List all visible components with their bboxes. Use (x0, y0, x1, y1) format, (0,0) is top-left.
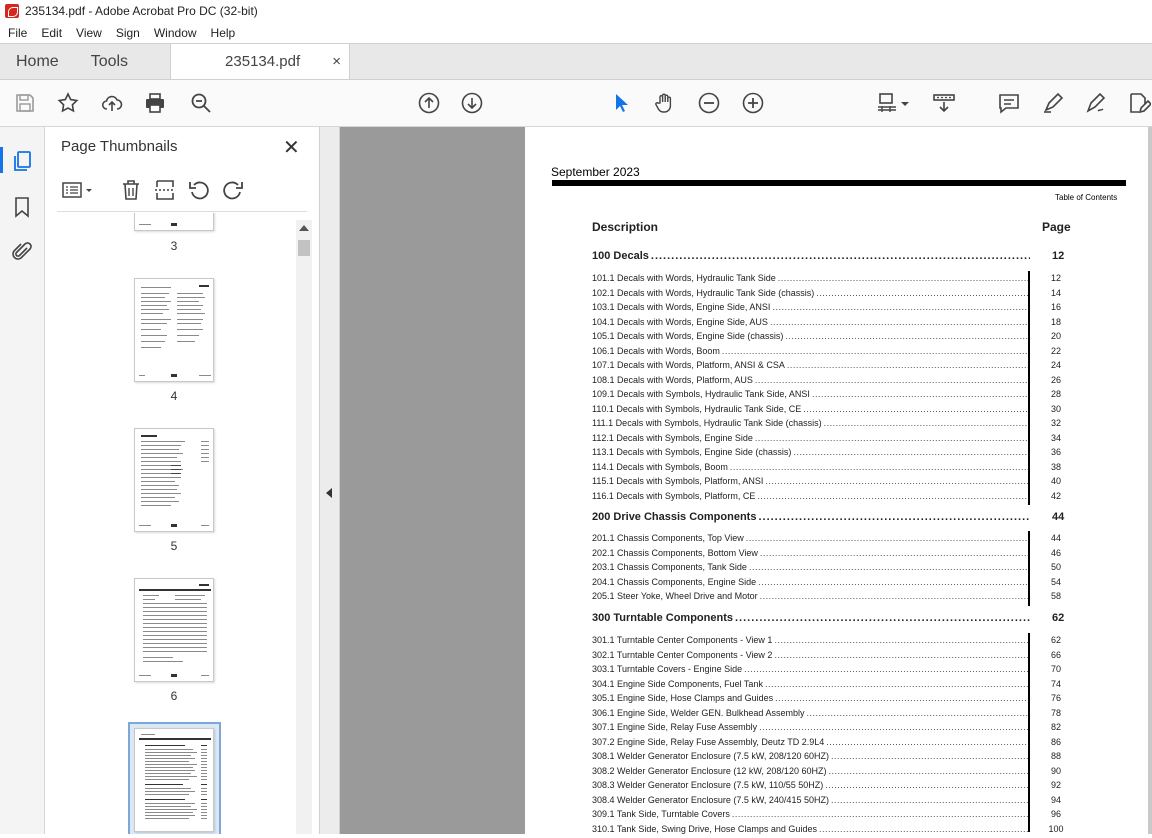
dot-leader (812, 389, 1028, 399)
thumbnail-label: 5 (170, 539, 178, 553)
thumbnail-scrollbar[interactable] (296, 220, 312, 834)
toc-section-page: 12 (1052, 250, 1065, 262)
select-arrow-icon[interactable] (608, 90, 634, 116)
menu-bar (0, 22, 1152, 43)
title-bar (0, 0, 1152, 22)
toc-item[interactable] (592, 317, 1028, 331)
toc-item-label: 202.1 Chassis Components, Bottom View (592, 547, 758, 558)
toc-item[interactable] (592, 533, 1028, 547)
toc-item-page: 74 (1050, 678, 1061, 689)
bookmark-icon[interactable] (10, 195, 34, 219)
toc-item[interactable] (592, 491, 1028, 505)
dot-leader (825, 780, 1028, 790)
attachment-icon[interactable] (10, 240, 34, 264)
toc-item[interactable] (592, 404, 1028, 418)
edit-pdf-icon[interactable] (1126, 90, 1152, 116)
toc-item-label: 113.1 Decals with Symbols, Engine Side (chassis) (592, 447, 792, 457)
toc-section[interactable] (592, 511, 1032, 523)
thumbnail-tools (57, 172, 307, 212)
dot-leader (828, 766, 1028, 776)
toc-item-page: 46 (1050, 547, 1061, 558)
thumbnail-page[interactable] (134, 578, 214, 682)
toc-item[interactable] (592, 418, 1028, 432)
page-up-icon[interactable] (416, 90, 442, 116)
dot-leader (793, 447, 1028, 457)
dot-leader (765, 679, 1028, 689)
dot-leader (785, 331, 1028, 341)
toc-item-page: 100 (1048, 823, 1064, 834)
menu-window[interactable]: Window (153, 25, 197, 40)
toc-item[interactable] (592, 679, 1028, 693)
dot-leader (824, 418, 1028, 428)
toc-section[interactable] (592, 250, 1032, 262)
dot-leader (744, 664, 1028, 674)
toc-item[interactable] (592, 708, 1028, 722)
toc-item-label: 302.1 Turntable Center Components - View 2 (592, 649, 773, 660)
dot-leader (778, 273, 1028, 283)
toc-item-page: 66 (1050, 649, 1061, 660)
left-rail (0, 127, 45, 834)
toc-item[interactable] (592, 331, 1028, 345)
toc-item-page: 22 (1050, 345, 1061, 356)
toc-item[interactable] (592, 562, 1028, 576)
toc-section-page: 44 (1052, 511, 1065, 523)
thumbnail-page[interactable] (134, 428, 214, 532)
scroll-mode-icon[interactable] (931, 90, 957, 116)
thumbnail-label: 6 (170, 689, 178, 703)
menu-help[interactable]: Help (210, 25, 236, 40)
toc-item-label: 308.3 Welder Generator Enclosure (7.5 kW, 110/55 50HZ) (592, 780, 824, 790)
toc-item-page: 38 (1050, 461, 1061, 472)
section-bracket (1028, 633, 1030, 832)
dot-leader (806, 708, 1028, 718)
thumbnail-page-selected[interactable] (134, 728, 214, 832)
toc-item[interactable] (592, 591, 1028, 605)
tab-document[interactable] (170, 44, 350, 79)
thumbnail-label: 4 (170, 389, 178, 403)
toc-item[interactable] (592, 302, 1028, 316)
toc-item-page: 34 (1050, 432, 1061, 443)
toc-item-label: 108.1 Decals with Words, Platform, AUS (592, 374, 753, 385)
toc-item-label: 110.1 Decals with Symbols, Hydraulic Tank Side, CE (592, 403, 802, 414)
dot-leader (775, 693, 1028, 703)
zoom-in-icon[interactable] (740, 90, 766, 116)
toc-item-page: 36 (1050, 447, 1061, 457)
toc-item-label: 307.2 Engine Side, Relay Fuse Assembly, Deutz TD 2.9L4 (592, 736, 825, 747)
toc-section[interactable] (592, 612, 1032, 624)
tab-tools[interactable]: Tools (90, 52, 129, 70)
toc-item-page: 12 (1050, 273, 1061, 283)
close-tab-icon[interactable]: × (332, 53, 342, 70)
options-icon[interactable] (61, 178, 95, 202)
dot-leader (735, 612, 1030, 624)
print-icon[interactable] (142, 90, 168, 116)
toc-item-label: 304.1 Engine Side Components, Fuel Tank (592, 678, 763, 689)
tab-home[interactable]: Home (16, 52, 59, 70)
toc-item[interactable] (592, 462, 1028, 476)
rotate-left-icon[interactable] (187, 178, 211, 202)
dot-leader (772, 302, 1028, 312)
dot-leader (826, 737, 1028, 747)
toc-item-page: 94 (1050, 794, 1061, 805)
toc-item-page: 42 (1050, 490, 1061, 501)
toc-item-label: 309.1 Tank Side, Turntable Covers (592, 809, 730, 819)
toc-section-title: 200 Drive Chassis Components (592, 511, 757, 523)
toc-item[interactable] (592, 809, 1028, 823)
toc-item-page: 18 (1050, 316, 1061, 327)
thumbnail-panel (45, 127, 320, 834)
toc-item-label: 203.1 Chassis Components, Tank Side (592, 562, 747, 572)
toc-item[interactable] (592, 375, 1028, 389)
toc-section-title: 100 Decals (592, 250, 649, 262)
toc-item-label: 306.1 Engine Side, Welder GEN. Bulkhead Assembly (592, 707, 805, 718)
toc-item[interactable] (592, 288, 1028, 302)
toc-item-label: 105.1 Decals with Words, Engine Side (chassis) (592, 331, 784, 341)
toc-item-label: 301.1 Turntable Center Components - View 1 (592, 635, 773, 645)
collapse-panel-icon[interactable] (326, 488, 332, 498)
toc-item-label: 205.1 Steer Yoke, Wheel Drive and Motor (592, 591, 758, 601)
toc-item-page: 54 (1050, 576, 1061, 587)
toc-item-page: 26 (1050, 374, 1061, 385)
sign-icon[interactable] (1083, 90, 1109, 116)
thumbnail-page[interactable] (134, 213, 214, 231)
toc-item-page: 28 (1050, 389, 1061, 399)
thumbnail-label: 3 (170, 239, 178, 253)
toc-item-page: 86 (1050, 736, 1061, 747)
document-viewer-background (320, 127, 525, 834)
thumbnail-list (45, 213, 301, 834)
dot-leader (760, 548, 1028, 558)
dot-leader (755, 433, 1028, 443)
toc-label: Table of Contents (1055, 193, 1118, 202)
comment-icon[interactable] (996, 90, 1022, 116)
dot-leader (651, 250, 1030, 262)
toc-item-label: 308.1 Welder Generator Enclosure (7.5 kW, 208/120 60HZ) (592, 751, 829, 761)
search-zoom-icon[interactable] (188, 90, 214, 116)
toc-item[interactable] (592, 360, 1028, 374)
menu-sign[interactable]: Sign (115, 25, 140, 40)
toc-item-page: 58 (1050, 591, 1061, 601)
toc-item-page: 96 (1050, 809, 1061, 819)
toc-item-page: 32 (1050, 418, 1061, 428)
dot-leader (770, 317, 1028, 327)
dot-leader (760, 591, 1028, 601)
toc-item-label: 104.1 Decals with Words, Engine Side, AUS (592, 316, 768, 327)
toc-item[interactable] (592, 795, 1028, 809)
dot-leader (757, 491, 1028, 501)
toc-item-label: 303.1 Turntable Covers - Engine Side (592, 664, 743, 674)
toc-item-label: 111.1 Decals with Symbols, Hydraulic Tank Side (chassis) (592, 418, 822, 428)
page-thumbnails-icon[interactable] (10, 149, 34, 173)
thumbnail-page[interactable] (134, 278, 214, 382)
toc-item-page: 50 (1050, 562, 1061, 572)
toc-item-page: 16 (1050, 302, 1061, 312)
dot-leader (774, 650, 1028, 660)
dot-leader (722, 346, 1028, 356)
star-icon[interactable] (55, 90, 81, 116)
toc-item-page: 88 (1050, 751, 1061, 761)
toc-section-title: 300 Turntable Components (592, 612, 733, 624)
toc-item-label: 103.1 Decals with Words, Engine Side, ANSI (592, 302, 771, 312)
section-bracket (1028, 271, 1030, 505)
toc-item-label: 109.1 Decals with Symbols, Hydraulic Tank Side, ANSI (592, 389, 810, 399)
dot-leader (831, 751, 1028, 761)
dot-leader (749, 562, 1028, 572)
dot-leader (732, 809, 1028, 819)
extract-icon[interactable] (153, 178, 177, 202)
toc-item-page: 78 (1050, 707, 1061, 718)
toc-item[interactable] (592, 664, 1028, 678)
toc-item[interactable] (592, 824, 1028, 838)
rotate-right-icon[interactable] (221, 178, 245, 202)
dot-leader (787, 360, 1028, 370)
toc-item-label: 307.1 Engine Side, Relay Fuse Assembly (592, 722, 758, 732)
save-icon[interactable] (12, 90, 38, 116)
pdf-page (525, 127, 1150, 834)
panel-title: Page Thumbnails (61, 138, 178, 155)
menu-view[interactable]: View (76, 25, 102, 40)
dot-leader (746, 533, 1028, 543)
panel-collapse-strip[interactable] (320, 127, 340, 834)
toc-item[interactable] (592, 635, 1028, 649)
toc-item-label: 114.1 Decals with Symbols, Boom (592, 461, 728, 472)
toc-item-page: 14 (1050, 287, 1061, 298)
hand-icon[interactable] (652, 90, 678, 116)
toc-item-page: 76 (1050, 693, 1061, 703)
toolbar (0, 80, 1152, 127)
delete-icon[interactable] (119, 178, 143, 202)
doc-date: September 2023 (551, 165, 640, 179)
toc-item-page: 70 (1050, 664, 1061, 674)
fit-dropdown-icon[interactable] (899, 90, 911, 116)
zoom-out-icon[interactable] (696, 90, 722, 116)
header-rule (552, 180, 1126, 186)
dot-leader (819, 824, 1028, 834)
scroll-up-icon[interactable] (299, 225, 309, 231)
toc-item-page: 30 (1050, 403, 1061, 414)
toc-item[interactable] (592, 577, 1028, 591)
section-bracket (1028, 531, 1030, 606)
toc-item[interactable] (592, 650, 1028, 664)
close-icon[interactable]: ✕ (283, 137, 300, 159)
dot-leader (758, 577, 1028, 587)
toc-item-label: 310.1 Tank Side, Swing Drive, Hose Clamps and Guides (592, 823, 817, 834)
toc-item[interactable] (592, 751, 1028, 765)
toc-item-label: 106.1 Decals with Words, Boom (592, 345, 720, 356)
toc-item-page: 24 (1050, 360, 1061, 370)
dot-leader (816, 288, 1028, 298)
toc-item[interactable] (592, 693, 1028, 707)
document-scrollbar[interactable] (1148, 127, 1152, 834)
upload-icon[interactable] (99, 90, 125, 116)
tab-bar (0, 43, 1152, 80)
dot-leader (759, 722, 1028, 732)
window-title: 235134.pdf - Adobe Acrobat Pro DC (32-bit) (25, 4, 258, 18)
toc-item-label: 204.1 Chassis Components, Engine Side (592, 576, 757, 587)
menu-file[interactable]: File (8, 25, 28, 40)
toc-item-page: 82 (1050, 722, 1061, 732)
toc-item-label: 112.1 Decals with Symbols, Engine Side (592, 432, 753, 443)
toc-item[interactable] (592, 389, 1028, 403)
fit-page-icon[interactable] (874, 90, 900, 116)
toc-item[interactable] (592, 766, 1028, 780)
toc-item[interactable] (592, 476, 1028, 490)
toc-item-label: 305.1 Engine Side, Hose Clamps and Guides (592, 693, 774, 703)
dot-leader (803, 404, 1028, 414)
toc-item[interactable] (592, 273, 1028, 287)
toc-item-page: 92 (1050, 780, 1061, 790)
toc-item-label: 102.1 Decals with Words, Hydraulic Tank Side (chassis) (592, 287, 815, 298)
dot-leader (765, 476, 1028, 486)
menu-edit[interactable]: Edit (41, 25, 63, 40)
toc-section-page: 62 (1052, 612, 1065, 624)
toc-item-label: 308.2 Welder Generator Enclosure (12 kW, 208/120 60HZ) (592, 765, 827, 776)
toc-item-label: 308.4 Welder Generator Enclosure (7.5 kW, 240/415 50HZ) (592, 794, 829, 805)
toc-item-page: 20 (1050, 331, 1061, 341)
highlight-icon[interactable] (1040, 90, 1066, 116)
toc-item[interactable] (592, 780, 1028, 794)
toc-item-page: 44 (1050, 533, 1061, 543)
toc-item-label: 201.1 Chassis Components, Top View (592, 533, 744, 543)
toc-item[interactable] (592, 346, 1028, 360)
toc-item[interactable] (592, 548, 1028, 562)
toc-item-label: 116.1 Decals with Symbols, Platform, CE (592, 490, 756, 501)
tab-document-label: 235134.pdf (225, 53, 301, 70)
column-page: Page (1042, 220, 1071, 234)
page-down-icon[interactable] (459, 90, 485, 116)
dot-leader (730, 462, 1028, 472)
toc-item[interactable] (592, 447, 1028, 461)
column-description: Description (592, 220, 659, 234)
toc-item-label: 115.1 Decals with Symbols, Platform, ANSI (592, 476, 764, 486)
toc-item[interactable] (592, 433, 1028, 447)
toc-item-label: 101.1 Decals with Words, Hydraulic Tank Side (592, 273, 776, 283)
dot-leader (755, 375, 1028, 385)
toc-item-page: 90 (1050, 765, 1061, 776)
scroll-thumb[interactable] (298, 240, 310, 256)
toc-item-page: 62 (1050, 635, 1061, 645)
dot-leader (831, 795, 1028, 805)
dot-leader (774, 635, 1028, 645)
toc-item-page: 40 (1050, 476, 1061, 486)
acrobat-logo-icon (5, 4, 19, 18)
toc-item-label: 107.1 Decals with Words, Platform, ANSI & CSA (592, 360, 785, 370)
dot-leader (758, 511, 1030, 523)
toc-item[interactable] (592, 722, 1028, 736)
toc-item[interactable] (592, 737, 1028, 751)
